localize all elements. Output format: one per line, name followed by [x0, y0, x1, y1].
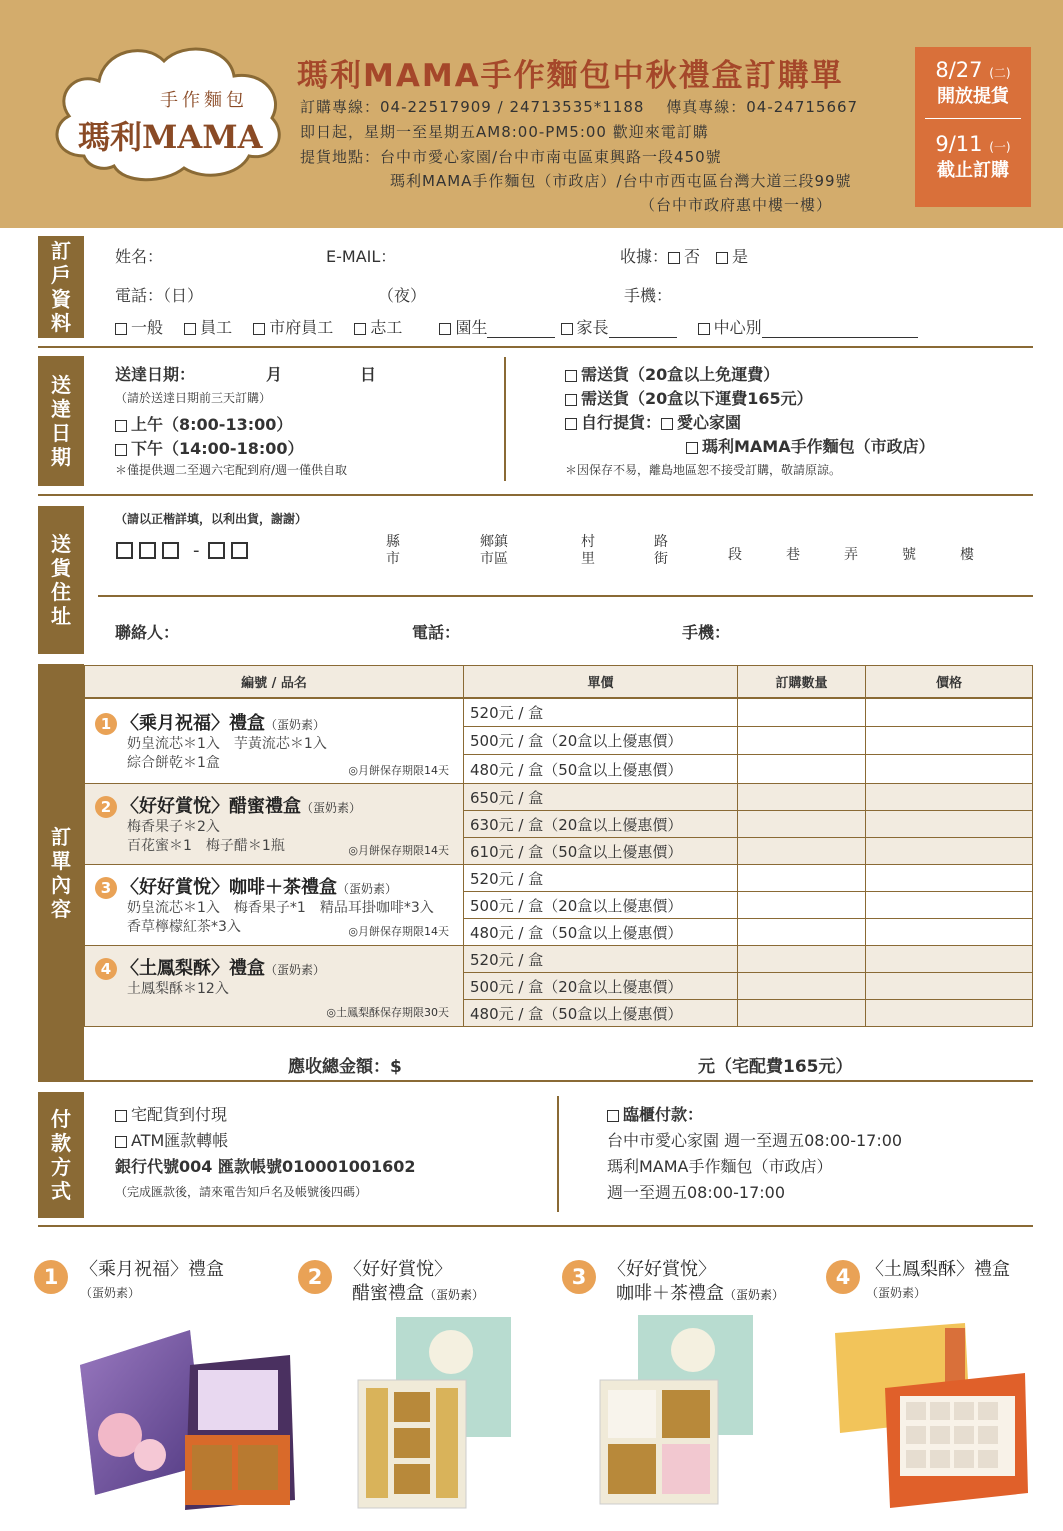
- side-char: 方: [51, 1155, 71, 1179]
- number-unit: 號: [902, 547, 916, 563]
- email-label[interactable]: E-MAIL：: [326, 247, 397, 266]
- delivery-note-3: ＊因保存不易，離島地區恕不接受訂購，敬請原諒。: [565, 463, 842, 477]
- product-tag: （蛋奶素）: [866, 1286, 927, 1300]
- pickup2-label: 瑪利MAMA手作麵包（市政店）: [702, 437, 935, 456]
- alley-unit: 弄: [844, 547, 858, 563]
- ship-fee-checkbox[interactable]: [565, 394, 577, 406]
- item-desc: 梅香果子＊2入: [127, 819, 220, 835]
- product-image-1: [70, 1325, 295, 1515]
- bank-info: 銀行代號004 匯款帳號010001001602: [115, 1157, 416, 1176]
- total-input[interactable]: [866, 784, 1033, 811]
- item-number: 2: [95, 796, 117, 818]
- price-cell: [464, 1000, 738, 1027]
- side-payment: [38, 1092, 84, 1218]
- product-title: 〈好好賞悅〉: [344, 1259, 452, 1280]
- total-input[interactable]: [866, 973, 1033, 1000]
- contact-mobile-label[interactable]: 手機：: [682, 623, 731, 642]
- lane-unit: 巷: [786, 547, 800, 563]
- side-char: 送: [51, 373, 71, 397]
- price-cell: [464, 946, 738, 973]
- open-date: 8/27: [935, 58, 983, 82]
- item-name: 〈好好賞悅〉醋蜜禮盒: [121, 796, 301, 817]
- city-label: 市府員工: [269, 318, 334, 337]
- category-row: [115, 315, 918, 338]
- section-unit: 段: [728, 547, 742, 563]
- total-input[interactable]: [866, 892, 1033, 919]
- general-label: 一般: [131, 318, 164, 337]
- price: 610元 / 盒: [470, 842, 544, 861]
- item-expiry: ◎月餅保存期限14天: [348, 925, 449, 938]
- product-title: 〈土鳳梨酥〉禮盒: [866, 1259, 1010, 1280]
- price: 520元 / 盒: [470, 950, 544, 969]
- road-unit: 路 街: [654, 534, 668, 567]
- side-char: 付: [51, 1107, 71, 1131]
- side-char: 款: [51, 1131, 71, 1155]
- table-row: [85, 698, 1033, 727]
- qty-input[interactable]: [738, 946, 866, 973]
- side-char: 日: [51, 421, 71, 445]
- product-number: 4: [826, 1260, 860, 1294]
- address-underline: [98, 595, 1033, 597]
- delivery-note: （請於送達日期前三天訂購）: [115, 391, 272, 405]
- side-char: 期: [51, 445, 71, 469]
- close-label: 截止訂購: [937, 160, 1009, 181]
- th-qty: 訂購數量: [738, 666, 866, 698]
- item-tag: （蛋奶素）: [265, 717, 326, 732]
- th-price: 單價: [464, 666, 738, 698]
- parent-checkbox[interactable]: [561, 323, 573, 335]
- total-suffix: 元（宅配費165元）: [698, 1057, 853, 1077]
- product-tag: （蛋奶素）: [724, 1288, 785, 1302]
- header-pickup-1: 提貨地點：台中市愛心家園/台中市南屯區東興路一段450號: [300, 148, 722, 166]
- table-row: [85, 946, 1033, 973]
- atm-label: ATM匯款轉帳: [131, 1131, 229, 1150]
- price: 480元 / 盒: [470, 923, 544, 942]
- divider: [38, 494, 1033, 496]
- price-note: （20盒以上優惠價）: [543, 731, 683, 750]
- town-unit: 鄉鎮 市區: [480, 534, 508, 567]
- cod-checkbox[interactable]: [115, 1110, 127, 1122]
- qty-input[interactable]: [738, 973, 866, 1000]
- price-note: （20盒以上優惠價）: [543, 896, 683, 915]
- side-char: 訂: [51, 239, 71, 263]
- qty-input[interactable]: [738, 726, 866, 755]
- item-desc: 奶皇流芯＊1入 芋黃流芯＊1入: [127, 735, 327, 752]
- divider: [38, 346, 1033, 348]
- logo-sub: 手作麵包: [160, 90, 248, 111]
- side-char: 戶: [51, 263, 71, 287]
- side-char: 內: [51, 873, 71, 897]
- receipt-yes-label: 是: [732, 247, 749, 266]
- zip-box[interactable]: [208, 542, 225, 559]
- price: 520元 / 盒: [470, 869, 544, 888]
- side-char: 達: [51, 397, 71, 421]
- receipt-yes-checkbox[interactable]: [716, 252, 728, 264]
- zip-boxes[interactable]: [116, 540, 254, 561]
- side-char: 訂: [51, 825, 71, 849]
- item-tag: （蛋奶素）: [301, 801, 362, 815]
- total-input[interactable]: [866, 698, 1033, 727]
- parent-blank[interactable]: [609, 337, 677, 338]
- am-label: 上午（8:00-13:00）: [131, 415, 293, 434]
- item-expiry: ◎土鳳梨酥保存期限30天: [326, 1006, 449, 1019]
- total-input[interactable]: [866, 726, 1033, 755]
- side-char: 送: [51, 532, 71, 556]
- item-expiry: ◎月餅保存期限14天: [348, 844, 449, 857]
- header-hours: 即日起，星期一至星期五AM8:00-PM5:00 歡迎來電訂購: [300, 123, 709, 141]
- day-label: 日: [360, 365, 377, 384]
- phone-day-label[interactable]: 電話：（日）: [115, 286, 204, 305]
- atm-option[interactable]: [115, 1128, 228, 1151]
- side-orderer: [38, 236, 84, 338]
- qty-input[interactable]: [738, 784, 866, 811]
- price: 630元 / 盒: [470, 815, 544, 834]
- delivery-date-label[interactable]: 送達日期：: [115, 365, 196, 384]
- ship-free-checkbox[interactable]: [565, 370, 577, 382]
- student-blank[interactable]: [487, 337, 555, 338]
- student-label: 園生: [455, 318, 488, 337]
- total-label: 應收總金額：$: [288, 1057, 402, 1077]
- pm-option[interactable]: [115, 436, 304, 459]
- order-table: [84, 665, 1033, 1027]
- ship-fee-option[interactable]: [565, 386, 813, 409]
- price-note: （50盒以上優惠價）: [543, 923, 683, 942]
- counter-option[interactable]: [607, 1102, 703, 1125]
- side-order: [38, 664, 84, 1082]
- side-char: 資: [51, 287, 71, 311]
- month-label: 月: [266, 365, 283, 384]
- mobile-label[interactable]: 手機：: [624, 286, 673, 305]
- side-char: 容: [51, 897, 71, 921]
- item-cell: [85, 946, 464, 1027]
- pm-checkbox[interactable]: [115, 444, 127, 456]
- contact-label[interactable]: 聯絡人：: [115, 623, 180, 642]
- vertical-divider: [557, 1096, 559, 1212]
- qty-input[interactable]: [738, 892, 866, 919]
- pickup-checkbox[interactable]: [565, 418, 577, 430]
- zip-box[interactable]: [139, 542, 156, 559]
- parent-label: 家長: [576, 318, 609, 337]
- header-pickup-3: （台中市政府惠中樓一樓）: [640, 196, 833, 214]
- counter-label: 臨櫃付款：: [623, 1105, 704, 1124]
- ship-fee-label: 需送貨（20盒以下運費165元）: [581, 389, 813, 408]
- side-delivery: [38, 356, 84, 486]
- product-number: 1: [34, 1260, 68, 1294]
- qty-input[interactable]: [738, 811, 866, 838]
- item-tag: （蛋奶素）: [337, 882, 398, 896]
- general-checkbox[interactable]: [115, 323, 127, 335]
- price: 500元 / 盒: [470, 896, 544, 915]
- qty-input[interactable]: [738, 698, 866, 727]
- product-tag: （蛋奶素）: [424, 1288, 485, 1302]
- price-cell: [464, 919, 738, 946]
- divider: [38, 1225, 1033, 1227]
- total-row: [84, 1042, 1033, 1082]
- table-header: [85, 666, 1033, 698]
- qty-input[interactable]: [738, 1000, 866, 1027]
- receipt-label: 收據：: [620, 247, 669, 266]
- price-cell: [464, 726, 738, 755]
- price: 650元 / 盒: [470, 788, 544, 807]
- center-label: 中心別: [713, 318, 762, 337]
- total-input[interactable]: [866, 838, 1033, 865]
- county-unit: 縣 市: [386, 534, 400, 567]
- side-char: 址: [51, 604, 71, 628]
- total-input[interactable]: [866, 865, 1033, 892]
- zip-box[interactable]: [162, 542, 179, 559]
- side-char: 單: [51, 849, 71, 873]
- item-desc: 香草檸檬紅茶*3入: [127, 919, 241, 935]
- qty-input[interactable]: [738, 865, 866, 892]
- vol-checkbox[interactable]: [354, 323, 366, 335]
- counter-line-1: 台中市愛心家園 週一至週五08:00-17:00: [607, 1131, 903, 1150]
- table-row: [85, 865, 1033, 892]
- price-cell: [464, 892, 738, 919]
- qty-input[interactable]: [738, 919, 866, 946]
- logo-brand: 瑪利MAMA: [78, 118, 263, 156]
- side-char: 料: [51, 311, 71, 335]
- product-subtitle: [352, 1282, 484, 1307]
- close-day: (一): [989, 140, 1011, 154]
- pickup2-checkbox[interactable]: [686, 442, 698, 454]
- receipt-no-label: 否: [684, 247, 701, 266]
- atm-checkbox[interactable]: [115, 1136, 127, 1148]
- th-item: 編號 / 品名: [85, 666, 464, 698]
- item-desc: 百花蜜＊1 梅子醋＊1瓶: [127, 838, 285, 854]
- price: 500元 / 盒: [470, 977, 544, 996]
- address-note: （請以正楷詳填，以利出貨，謝謝）: [115, 512, 308, 526]
- total-input[interactable]: [866, 811, 1033, 838]
- header-phone: 訂購專線：04-22517909 / 24713535*1188 傳真專線：04-24715667: [300, 98, 859, 116]
- side-char: 式: [51, 1179, 71, 1203]
- open-day: (二): [989, 66, 1011, 80]
- product-subtitle: [616, 1282, 784, 1307]
- cod-label: 宅配貨到付現: [131, 1105, 228, 1124]
- price-note: （20盒以上優惠價）: [543, 977, 683, 996]
- item-expiry: ◎月餅保存期限14天: [348, 764, 449, 777]
- price-cell: [464, 698, 738, 727]
- total-input[interactable]: [866, 1000, 1033, 1027]
- total-input[interactable]: [866, 946, 1033, 973]
- delivery-note-2: ＊僅提供週二至週六宅配到府/週一僅供自取: [115, 463, 348, 477]
- student-checkbox[interactable]: [439, 323, 451, 335]
- receipt-field[interactable]: [620, 244, 748, 267]
- am-checkbox[interactable]: [115, 420, 127, 432]
- pickup2-option[interactable]: [686, 434, 935, 457]
- zip-box[interactable]: [116, 542, 133, 559]
- center-checkbox[interactable]: [698, 323, 710, 335]
- product-number: 3: [562, 1260, 596, 1294]
- price-note: （20盒以上優惠價）: [543, 815, 683, 834]
- price-cell: [464, 865, 738, 892]
- item-tag: （蛋奶素）: [265, 963, 326, 977]
- header-pickup-2: 瑪利MAMA手作麵包（市政店）/台中市西屯區台灣大道三段99號: [390, 172, 852, 190]
- staff-checkbox[interactable]: [184, 323, 196, 335]
- product-image-3: [598, 1310, 758, 1510]
- item-name: 〈土鳳梨酥〉禮盒: [121, 958, 265, 979]
- contact-phone-label[interactable]: 電話：: [412, 623, 461, 642]
- price-note: （50盒以上優惠價）: [543, 1004, 683, 1023]
- am-option[interactable]: [115, 412, 292, 435]
- item-name: 〈好好賞悅〉咖啡＋茶禮盒: [121, 877, 337, 898]
- close-date: 9/11: [935, 132, 983, 156]
- village-unit: 村 里: [581, 534, 595, 567]
- zip-box[interactable]: [231, 542, 248, 559]
- price-note: （50盒以上優惠價）: [543, 760, 683, 779]
- item-desc: 奶皇流芯＊1入 梅香果子*1 精品耳掛咖啡*3入: [127, 900, 434, 916]
- side-char: 住: [51, 580, 71, 604]
- product-title: 〈乘月祝福〉禮盒: [80, 1259, 224, 1280]
- pm-label: 下午（14:00-18:00）: [131, 439, 304, 458]
- ship-free-label: 需送貨（20盒以上免運費）: [581, 365, 780, 384]
- name-label[interactable]: 姓名：: [115, 247, 164, 266]
- counter-checkbox[interactable]: [607, 1110, 619, 1122]
- pickup1-label: 愛心家園: [677, 413, 742, 432]
- product-subtitle-text: 醋蜜禮盒: [352, 1283, 424, 1304]
- item-desc: 綜合餅乾＊1盒: [127, 754, 220, 771]
- price: 480元 / 盒: [470, 1004, 544, 1023]
- pickup-label: 自行提貨：: [581, 413, 662, 432]
- item-name: 〈乘月祝福〉禮盒: [121, 712, 265, 734]
- item-cell: [85, 698, 464, 784]
- item-number: 3: [95, 877, 117, 899]
- date-box: [915, 47, 1031, 207]
- city-checkbox[interactable]: [253, 323, 265, 335]
- counter-line-3: 週一至週五08:00-17:00: [607, 1183, 785, 1202]
- th-total: 價格: [866, 666, 1033, 698]
- item-desc: 土鳳梨酥＊12入: [127, 981, 229, 997]
- price-cell: [464, 755, 738, 784]
- table-row: [85, 784, 1033, 811]
- counter-line-2: 瑪利MAMA手作麵包（市政店）: [607, 1157, 833, 1176]
- qty-input[interactable]: [738, 838, 866, 865]
- price: 480元 / 盒: [470, 760, 544, 779]
- price-cell: [464, 784, 738, 811]
- page-title: 瑪利MAMA手作麵包中秋禮盒訂購單: [297, 58, 844, 94]
- pickup1-checkbox[interactable]: [661, 418, 673, 430]
- ship-free-option[interactable]: [565, 362, 779, 385]
- item-cell: [85, 784, 464, 865]
- vol-label: 志工: [370, 318, 403, 337]
- price-cell: [464, 811, 738, 838]
- cod-option[interactable]: [115, 1102, 227, 1125]
- side-char: 貨: [51, 556, 71, 580]
- product-tag: （蛋奶素）: [80, 1286, 141, 1300]
- staff-label: 員工: [200, 318, 233, 337]
- qty-input[interactable]: [738, 755, 866, 784]
- zip-dash: -: [193, 540, 200, 561]
- price: 520元 / 盒: [470, 703, 544, 722]
- open-label: 開放提貨: [937, 86, 1009, 107]
- price-note: （50盒以上優惠價）: [543, 842, 683, 861]
- floor-unit: 樓: [960, 547, 974, 563]
- price-cell: [464, 973, 738, 1000]
- product-image-4: [830, 1318, 1030, 1518]
- item-cell: [85, 865, 464, 946]
- receipt-no-checkbox[interactable]: [668, 252, 680, 264]
- vertical-divider: [504, 357, 506, 481]
- total-input[interactable]: [866, 919, 1033, 946]
- product-title: 〈好好賞悅〉: [608, 1259, 716, 1280]
- date-divider: [925, 118, 1021, 119]
- price-cell: [464, 838, 738, 865]
- price: 500元 / 盒: [470, 731, 544, 750]
- center-blank[interactable]: [762, 337, 918, 338]
- phone-night-label[interactable]: （夜）: [378, 286, 427, 305]
- pickup-option[interactable]: [565, 410, 741, 433]
- item-number: 1: [95, 713, 117, 735]
- payment-note: （完成匯款後，請來電告知戶名及帳號後四碼）: [115, 1185, 368, 1199]
- item-number: 4: [95, 958, 117, 980]
- product-subtitle-text: 咖啡＋茶禮盒: [616, 1283, 724, 1304]
- product-image-2: [356, 1312, 516, 1512]
- total-input[interactable]: [866, 755, 1033, 784]
- product-number: 2: [298, 1260, 332, 1294]
- side-address: [38, 506, 84, 654]
